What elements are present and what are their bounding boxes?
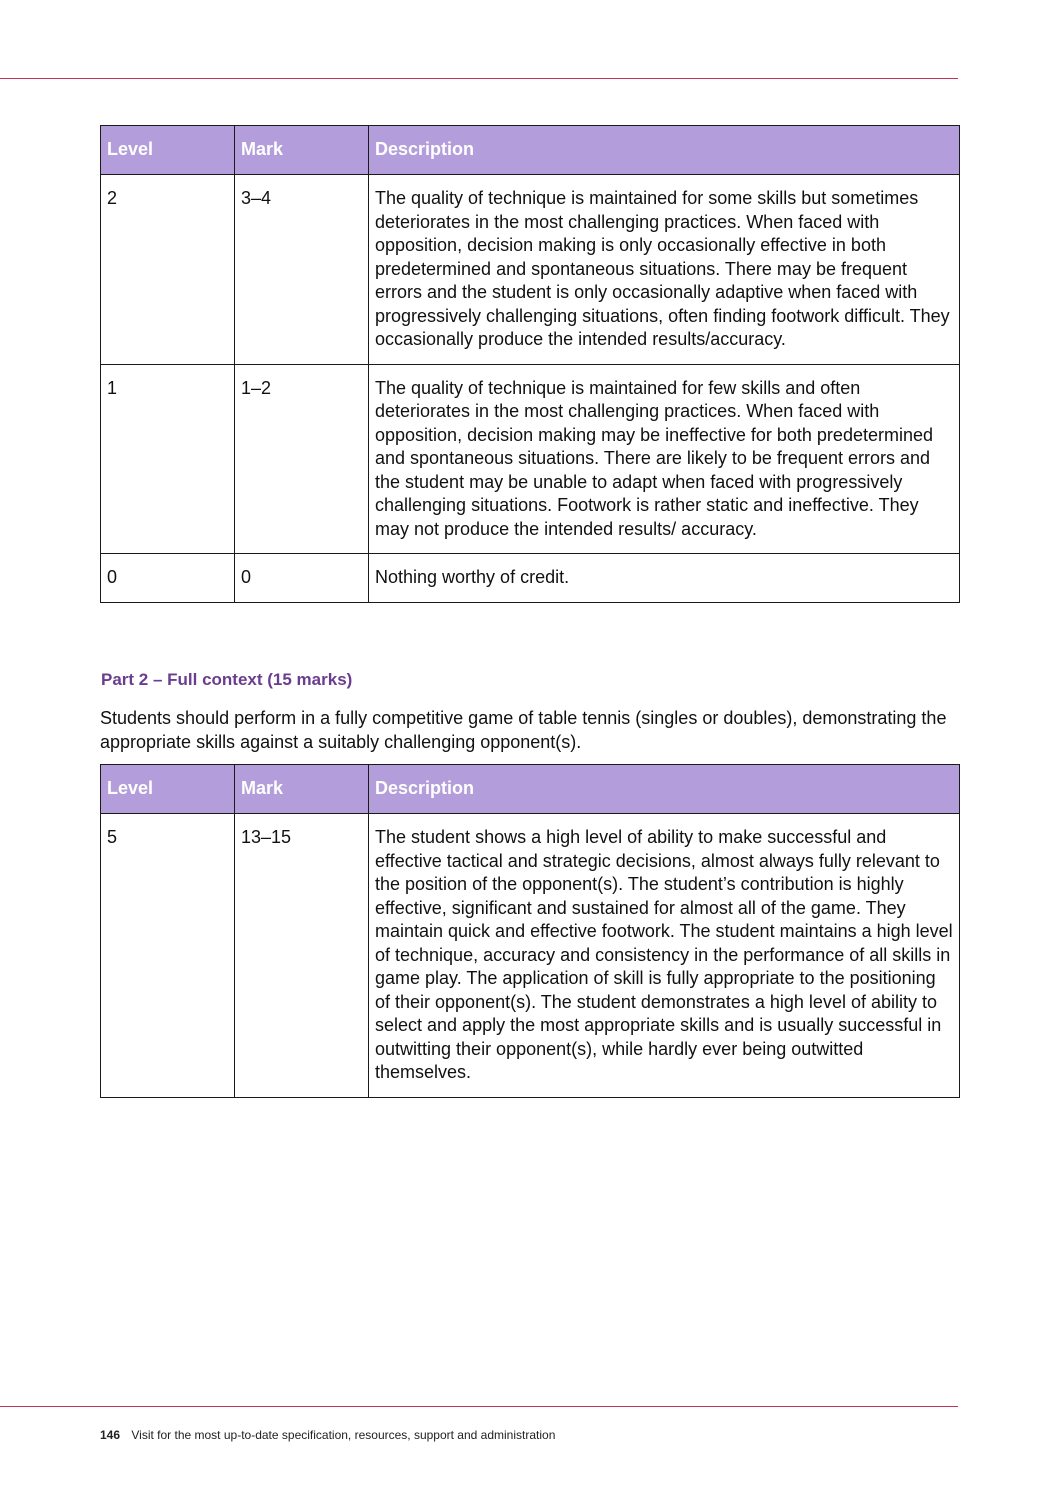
header-level: Level	[101, 126, 235, 175]
header-description: Description	[369, 765, 960, 814]
levels-table-part1	[100, 125, 960, 603]
top-rule	[0, 78, 958, 79]
page-number: 146	[100, 1428, 121, 1442]
table-row	[101, 554, 960, 603]
header-mark: Mark	[235, 765, 369, 814]
header-level: Level	[101, 765, 235, 814]
footer-text: Visit for the most up-to-date specification, resources, support and administration	[131, 1428, 556, 1442]
cell-level: 5	[101, 814, 235, 1098]
levels-table-part2	[100, 764, 960, 1098]
cell-mark: 13–15	[235, 814, 369, 1098]
cell-description: The quality of technique is maintained for few skills and often deteriorates in the most challenging practices. When faced with opposition, decision making may be ineffective for both predetermined and spontaneous situations. There are likely to be frequent errors and the student may be unable to adapt when faced with progressively challenging situations. Footwork is rather static and ineffective. They may not produce the intended results/ accuracy.	[369, 364, 960, 554]
cell-description: The quality of technique is maintained for some skills but sometimes deteriorates in the most challenging practices. When faced with opposition, decision making is only occasionally effective in both predetermined and spontaneous situations. There may be frequent errors and the student is only occasionally adaptive when faced with progressively challenging situations, often finding footwork difficult. They occasionally produce the intended results/accuracy.	[369, 175, 960, 365]
section-intro: Students should perform in a fully competitive game of table tennis (singles or doubles), demonstrating the appropriate skills against a suitably challenging opponent(s).	[100, 708, 947, 752]
table-row	[101, 364, 960, 554]
cell-mark: 1–2	[235, 364, 369, 554]
table-row	[101, 814, 960, 1098]
cell-level: 0	[101, 554, 235, 603]
table-header-row	[101, 765, 960, 814]
table-row	[101, 175, 960, 365]
cell-mark: 0	[235, 554, 369, 603]
cell-description: The student shows a high level of ability to make successful and effective tactical and strategic decisions, almost always fully relevant to the position of the opponent(s). The student’s contribution is highly effective, significant and sustained for almost all of the game. They maintain quick and effective footwork. The student maintains a high level of technique, accuracy and consistency in the performance of all skills in game play. The application of skill is fully appropriate to the positioning of their opponent(s). The student demonstrates a high level of ability to select and apply the most appropriate skills and is usually successful in outwitting their opponent(s), while hardly ever being outwitted themselves.	[369, 814, 960, 1098]
cell-level: 1	[101, 364, 235, 554]
header-mark: Mark	[235, 126, 369, 175]
cell-mark: 3–4	[235, 175, 369, 365]
table-header-row	[101, 126, 960, 175]
page-footer	[100, 1428, 555, 1442]
header-description: Description	[369, 126, 960, 175]
section-heading: Part 2 – Full context (15 marks)	[101, 670, 353, 689]
bottom-rule	[0, 1406, 958, 1407]
cell-level: 2	[101, 175, 235, 365]
cell-description: Nothing worthy of credit.	[369, 554, 960, 603]
